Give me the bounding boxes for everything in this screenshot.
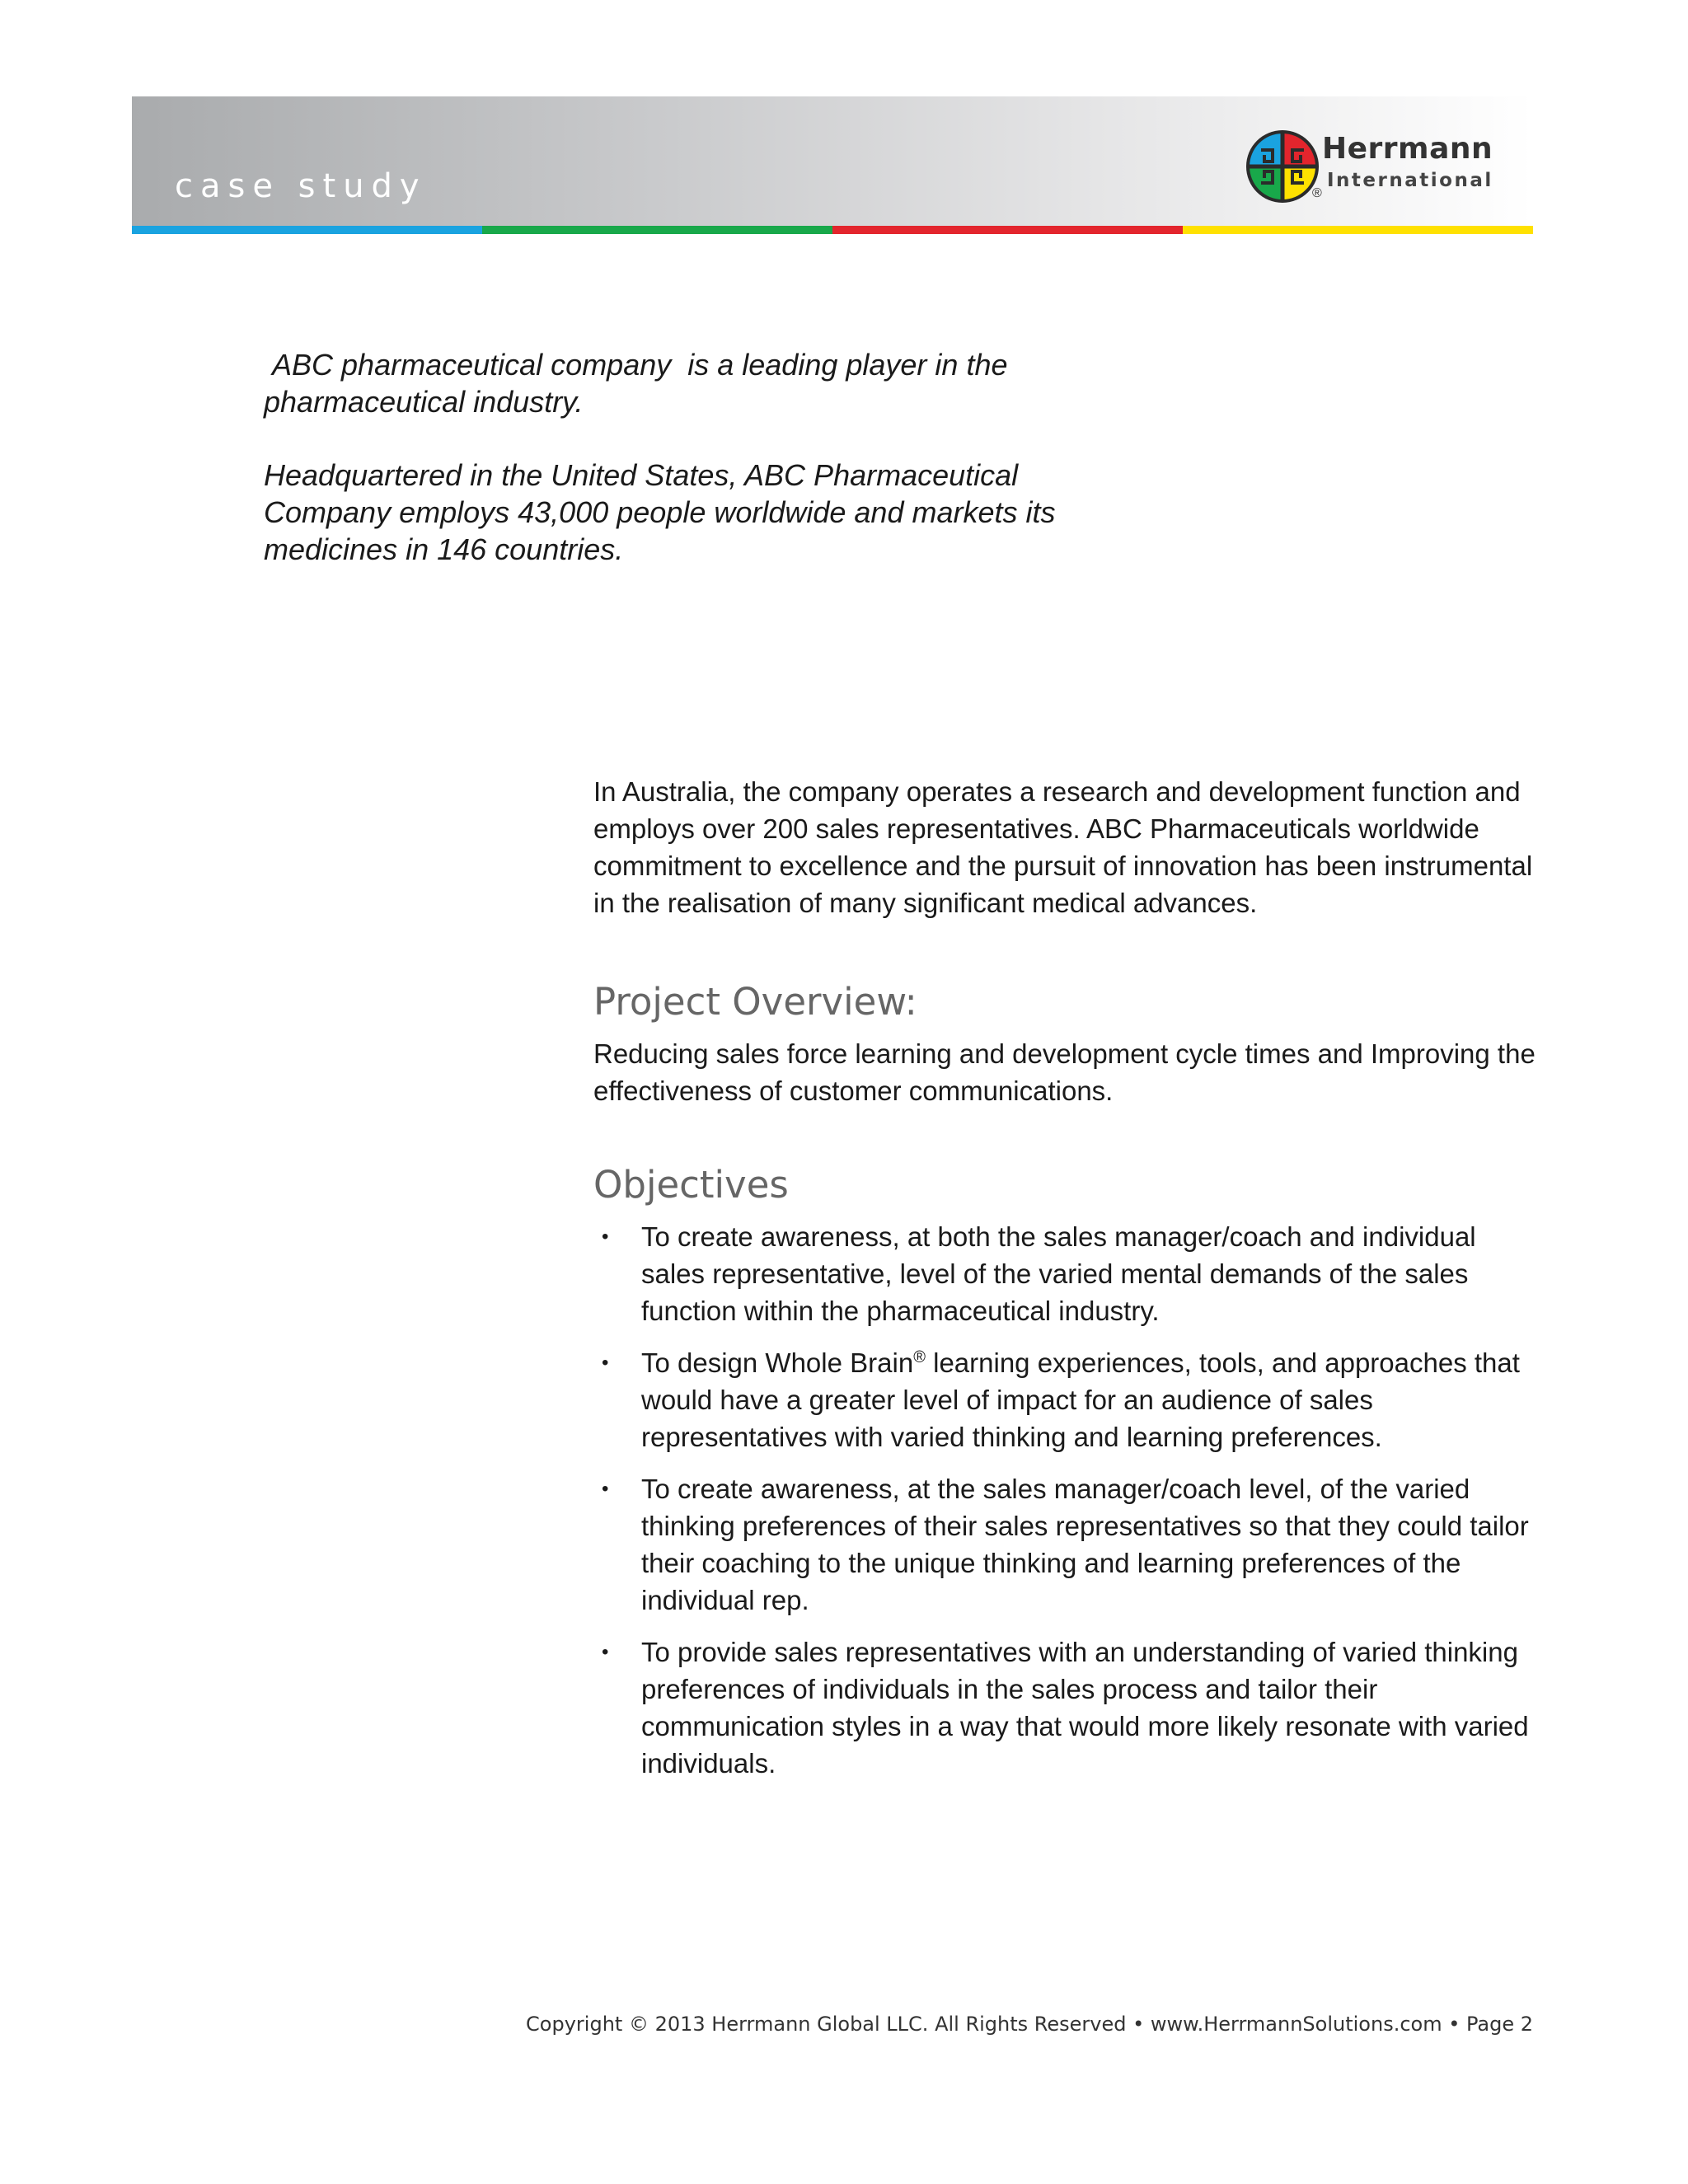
herrmann-globe-icon [1245,125,1322,208]
logo-name: Herrmann [1322,132,1493,166]
list-item [593,1218,1541,1329]
color-bar-green [482,226,832,234]
main-content [593,773,1541,1797]
intro-section [264,346,1071,604]
bullet: • [602,1352,609,1374]
project-overview-heading: Project Overview: [593,980,917,1024]
logo-registered-mark: ® [1312,186,1322,200]
color-bar-blue [132,226,482,234]
objective-text-end: learning experiences, tools, and approaches that would have a greater level of impact for an audience of sales representatives with varied thinking and learning preferences. [641,1347,1520,1452]
bullet: • [602,1226,609,1248]
objective-text-start: To design Whole Brain [641,1347,914,1378]
objectives-list [593,1218,1541,1782]
objectives-heading: Objectives [593,1163,789,1207]
list-item [593,1470,1541,1619]
footer-copyright: Copyright © 2013 Herrmann Global LLC. All Rights Reserved • www.HerrmannSolutions.com • Page 2 [526,2013,1533,2036]
registered-mark: ® [913,1348,926,1366]
color-bar-yellow [1183,226,1533,234]
bullet: • [602,1478,609,1500]
logo-subtitle: International [1327,170,1493,191]
list-item [593,1344,1541,1455]
header-color-bar [132,226,1533,234]
list-item [593,1633,1541,1782]
header-label: case study [175,167,427,205]
color-bar-red [832,226,1183,234]
intro-paragraph: Headquartered in the United States, ABC Pharmaceutical Company employs 43,000 people worldwide and markets its medicines in 146 countries. [264,458,1056,566]
objective-text: To provide sales representatives with an understanding of varied thinking preferences of individuals in the sales process and tailor their communication styles in a way that would more likely resonate with varied individuals. [641,1637,1529,1779]
project-overview-text: Reducing sales force learning and development cycle times and Improving the effectiveness of customer communications. [593,1038,1536,1106]
company-paragraph: In Australia, the company operates a research and development function and employs over 200 sales representatives. ABC Pharmaceuticals worldwide commitment to excellence and the pursuit of innovation has been instrumental in the realisation of many significant medical advances. [593,776,1533,918]
bullet: • [602,1641,609,1663]
objective-text: To create awareness, at both the sales manager/coach and individual sales representative, level of the varied mental demands of the sales function within the pharmaceutical industry. [641,1221,1476,1326]
objective-text: To create awareness, at the sales manager/coach level, of the varied thinking preferences of their sales representatives so that they could tailor their coaching to the unique thinking and learning preferences of the individual rep. [641,1474,1529,1615]
herrmann-logo [1245,125,1517,208]
intro-paragraph: ABC pharmaceutical company is a leading player in the pharmaceutical industry. [264,348,1016,419]
